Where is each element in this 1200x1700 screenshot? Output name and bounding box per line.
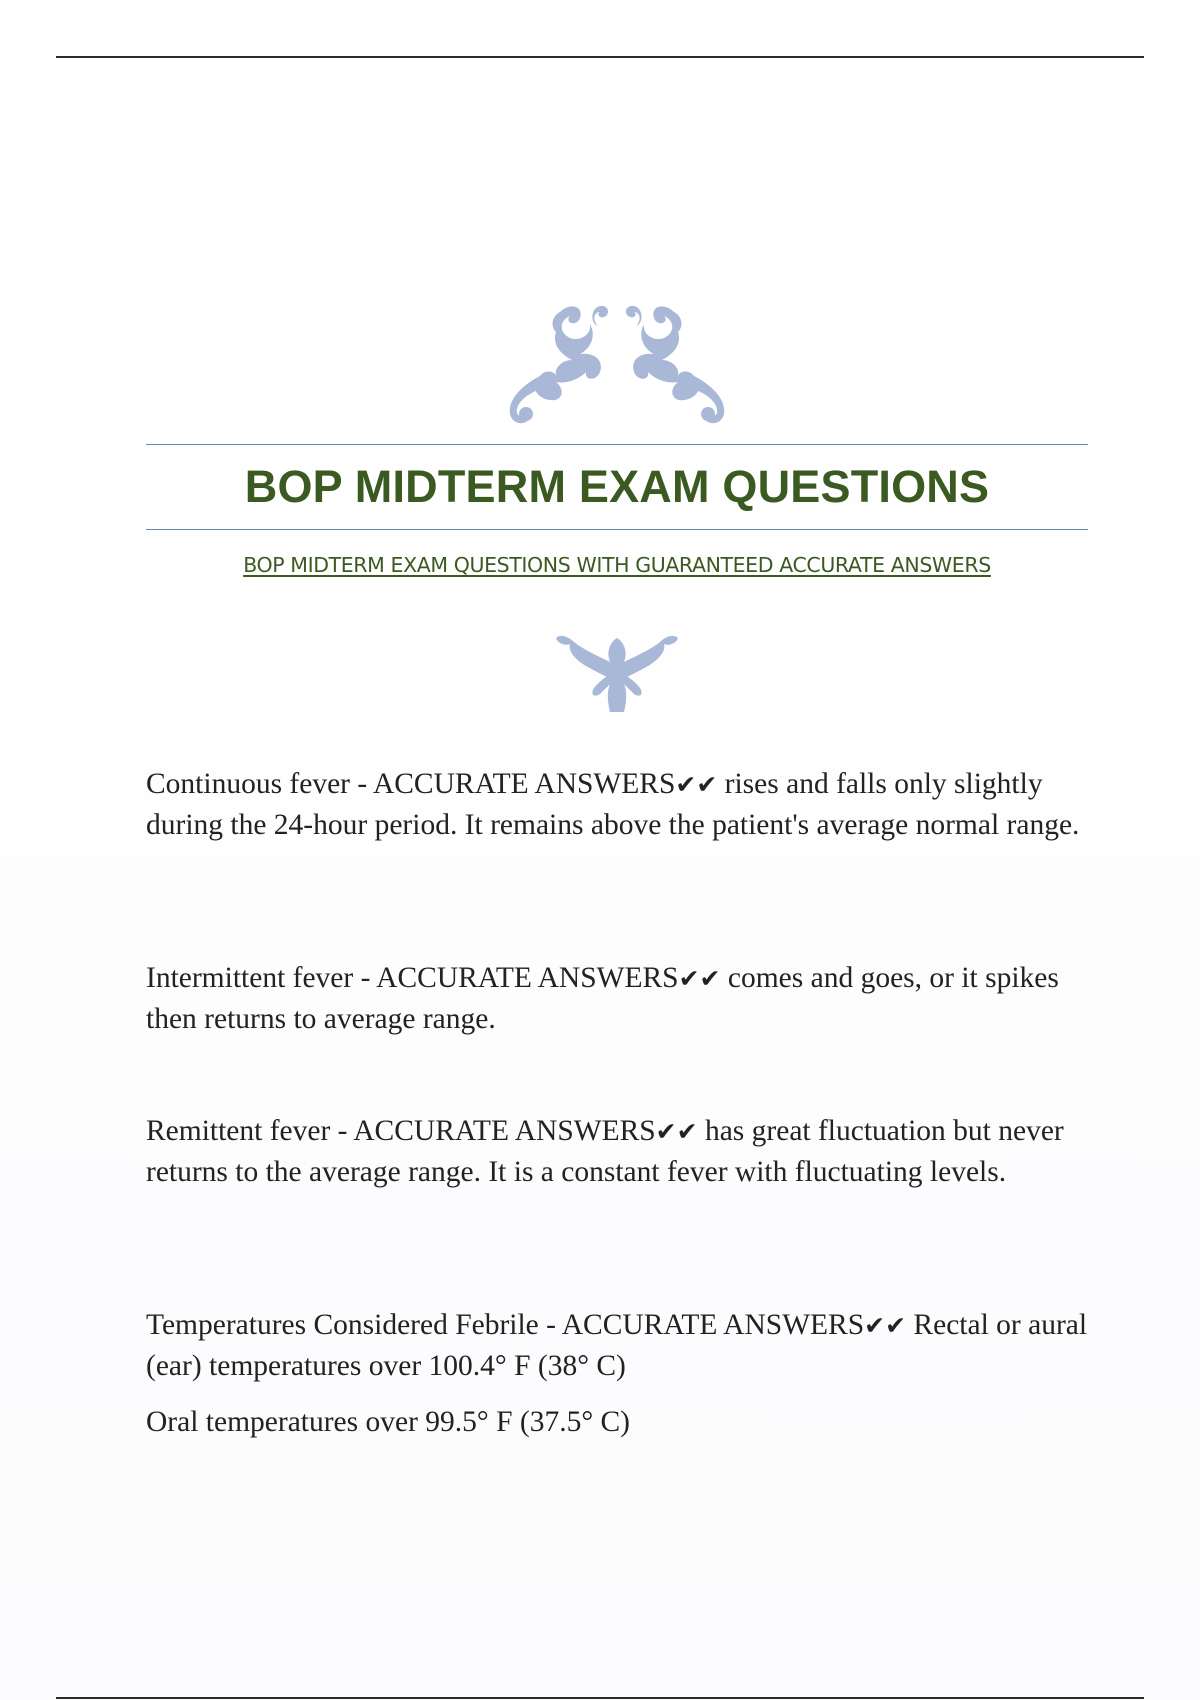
document-title: BOP MIDTERM EXAM QUESTIONS [244,461,990,512]
qa-answer: has great fluctuation but never returns to the average range. It is a constant fever with fluctuating levels. [146,1115,1064,1188]
checkmark-icon: ✔✔ [675,770,718,799]
header-rule [56,56,1144,58]
qa-term: Intermittent fever - ACCURATE ANSWERS [146,962,679,994]
checkmark-icon: ✔✔ [655,1117,698,1146]
qa-term: Remittent fever - ACCURATE ANSWERS [146,1115,656,1147]
footer-rule [56,1697,1144,1699]
qa-answer: rises and falls only slightly during the 24-hour period. It remains above the patient's average normal range. [146,768,1080,841]
qa-entry-remittent-fever [146,1111,1091,1192]
title-block [146,444,1088,530]
qa-entry-febrile-temperatures [146,1305,1091,1386]
fleuron-ornament-icon [554,630,680,712]
checkmark-icon: ✔✔ [678,964,721,993]
qa-entry-intermittent-fever [146,958,1091,1039]
checkmark-icon: ✔✔ [864,1311,907,1340]
qa-term: Continuous fever - ACCURATE ANSWERS [146,768,676,800]
qa-extra-line: Oral temperatures over 99.5° F (37.5° C) [146,1406,630,1438]
qa-answer: Rectal or aural (ear) temperatures over 100.4° F (38° C) [146,1309,1088,1382]
qa-answer: comes and goes, or it spikes then returns to average range. [146,962,1059,1035]
flourish-ornament-icon [500,298,734,426]
qa-entry-continuous-fever [146,764,1091,845]
document-subtitle: BOP MIDTERM EXAM QUESTIONS WITH GUARANTEED ACCURATE ANSWERS [243,553,991,577]
qa-term: Temperatures Considered Febrile - ACCURATE ANSWERS [146,1309,865,1341]
